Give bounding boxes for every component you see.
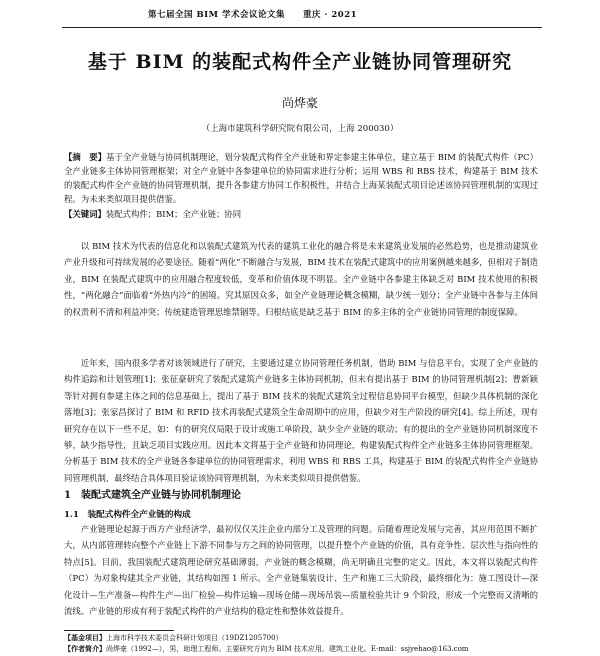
abstract-text: 基于全产业链与协同机制理论，划分装配式构件全产业链和界定参建主体单位，建立基于 BIM 的装配式构件（PC）全产业链多主体协同管理框架；对全产业链中各参建单位的协同需求进行分析；运用 WBS 和 RBS 技术，构建基于 BIM 技术的装配式构件全产业链的协同管理机制，提升各参建方协同工作积极性，并结合上海某装配式项目论述该协同管理机制的实现过程。为未来类似项目提供借鉴。 — [64, 152, 539, 204]
subsection-1-1-heading: 1.1 装配式构件全产业链的构成 — [64, 510, 191, 520]
keywords-label: 【关键词】 — [64, 209, 106, 219]
footnote-rule — [64, 630, 174, 631]
section-1-heading: 1 装配式建筑全产业链与协同机制理论 — [64, 490, 241, 501]
body-paragraph-2: 近年来，国内很多学者对该领域进行了研究，主要通过建立协同管理任务机制，借助 BIM 与信息平台，实现了全产业链的构件追踪和计划管理[1]；张征豪研究了装配式建筑产业链多主体协同机制，但未有提出基于 BIM 的协同管理机制[2]；曹新颖等针对拥有参建主体之间的信息基础上，提出了基于 BIM 技术的装配式建筑全过程信息协同平台模型，但缺少具体机制的深化落地[3]；张家昌探讨了 BIM 和 RFID 技术再装配式建筑全生命周期中的应用，但缺少对生产阶段的研究[4]。综上所述，现有研究存在以下一些不足，如：有的研究仅局限于设计或施工单阶段，缺少全产业链的联动；有的提出的全产业链协同机制深度不够，缺少指导性，且缺乏项目实践应用。因此本文将基于全产业链和协同理论，构建装配式构件全产业链多主体协同管理框架。分析基于 BIM 技术的全产业链各参建单位的协同管理需求，利用 WBS 和 RBS 工具，构建基于 BIM 的装配式构件全产业链协同管理机制，最终结合具体项目验证该协同管理机制，为未来类似项目提供借鉴。 — [64, 358, 538, 483]
fund-text: 上海市科学技术委员会科研计划项目（19DZ1205700） — [106, 634, 283, 642]
paper-title: 基于 BIM 的装配式构件全产业链协同管理研究 — [87, 51, 513, 73]
running-head: 第七届全国 BIM 学术会议论文集 重庆 · 2021 — [148, 10, 358, 20]
footnote-fund — [64, 633, 544, 643]
keywords — [64, 208, 538, 220]
author-bio-label: 【作者简介】 — [64, 644, 106, 653]
body-paragraph-3: 产业链理论起源于西方产业经济学，最初仅仅关注企业内部分工及管理的问题。后随着理论发展与完善，其应用范围不断扩大，从内部管理转向整个产业链上下游不同参与方之间的协同管理，以提升整个产业链的价值，具有竞争性、层次性与指向性的特点[5]。目前，我国装配式建筑理论研究基础薄弱，产业链的概念模糊，尚无明确且完整的定义。因此，本文将以装配式构件（PC）为对象构建其全产业链，其结构如图 1 所示。全产业链集装设计、生产和施工三大阶段，最终细化为：施工图设计—深化设计—生产准备—构件生产—出厂检验—构件运输—现场仓储—现场吊装—质量检验共计 9 个阶段，形成一个完整而又清晰的流线。产业链的形成有利于装配式构件的产业结构的稳定性和整体效益提升。 — [64, 524, 538, 617]
abstract — [64, 150, 538, 206]
keywords-text: 装配式构件；BIM；全产业链；协同 — [105, 209, 242, 219]
abstract-label: 【摘 要】 — [64, 152, 107, 162]
fund-label: 【基金项目】 — [64, 633, 106, 642]
body-paragraph-1: 以 BIM 技术为代表的信息化和以装配式建筑为代表的建筑工业化的融合将是未来建筑业发展的必然趋势，也是推动建筑业产业升级和可持续发展的必要途径。随着“两化”不断融合与发展，BIM 技术在装配式建筑中的应用案例越来越多，但相对于制造业，BIM 在装配式建筑中的应用融合程度较低，变革和价值体现不明显。全产业链中各参建主体缺乏对 BIM 技术使用的积极性，“两化融合”面临着“外热内冷”的困境。究其原因众多，如全产业链理论概念模糊，缺少统一划分；全产业链中各参与主体间的权责利不清和利益冲突；传统建造管理思维禁锢等。归根结底是缺乏基于 BIM 的多主体的全产业链协同管理的制度保障。 — [64, 241, 538, 317]
author-name: 尚烨豪 — [281, 96, 318, 110]
affiliation: （上海市建筑科学研究院有限公司，上海 200030） — [201, 124, 399, 134]
header-rule — [62, 27, 542, 28]
footnote-author — [64, 644, 544, 654]
author-bio-text: 尚烨豪（1992—），男，助理工程师。主要研究方向为 BIM 技术应用、建筑工业化。E-mail：ssjyehao@163.com — [106, 645, 469, 653]
